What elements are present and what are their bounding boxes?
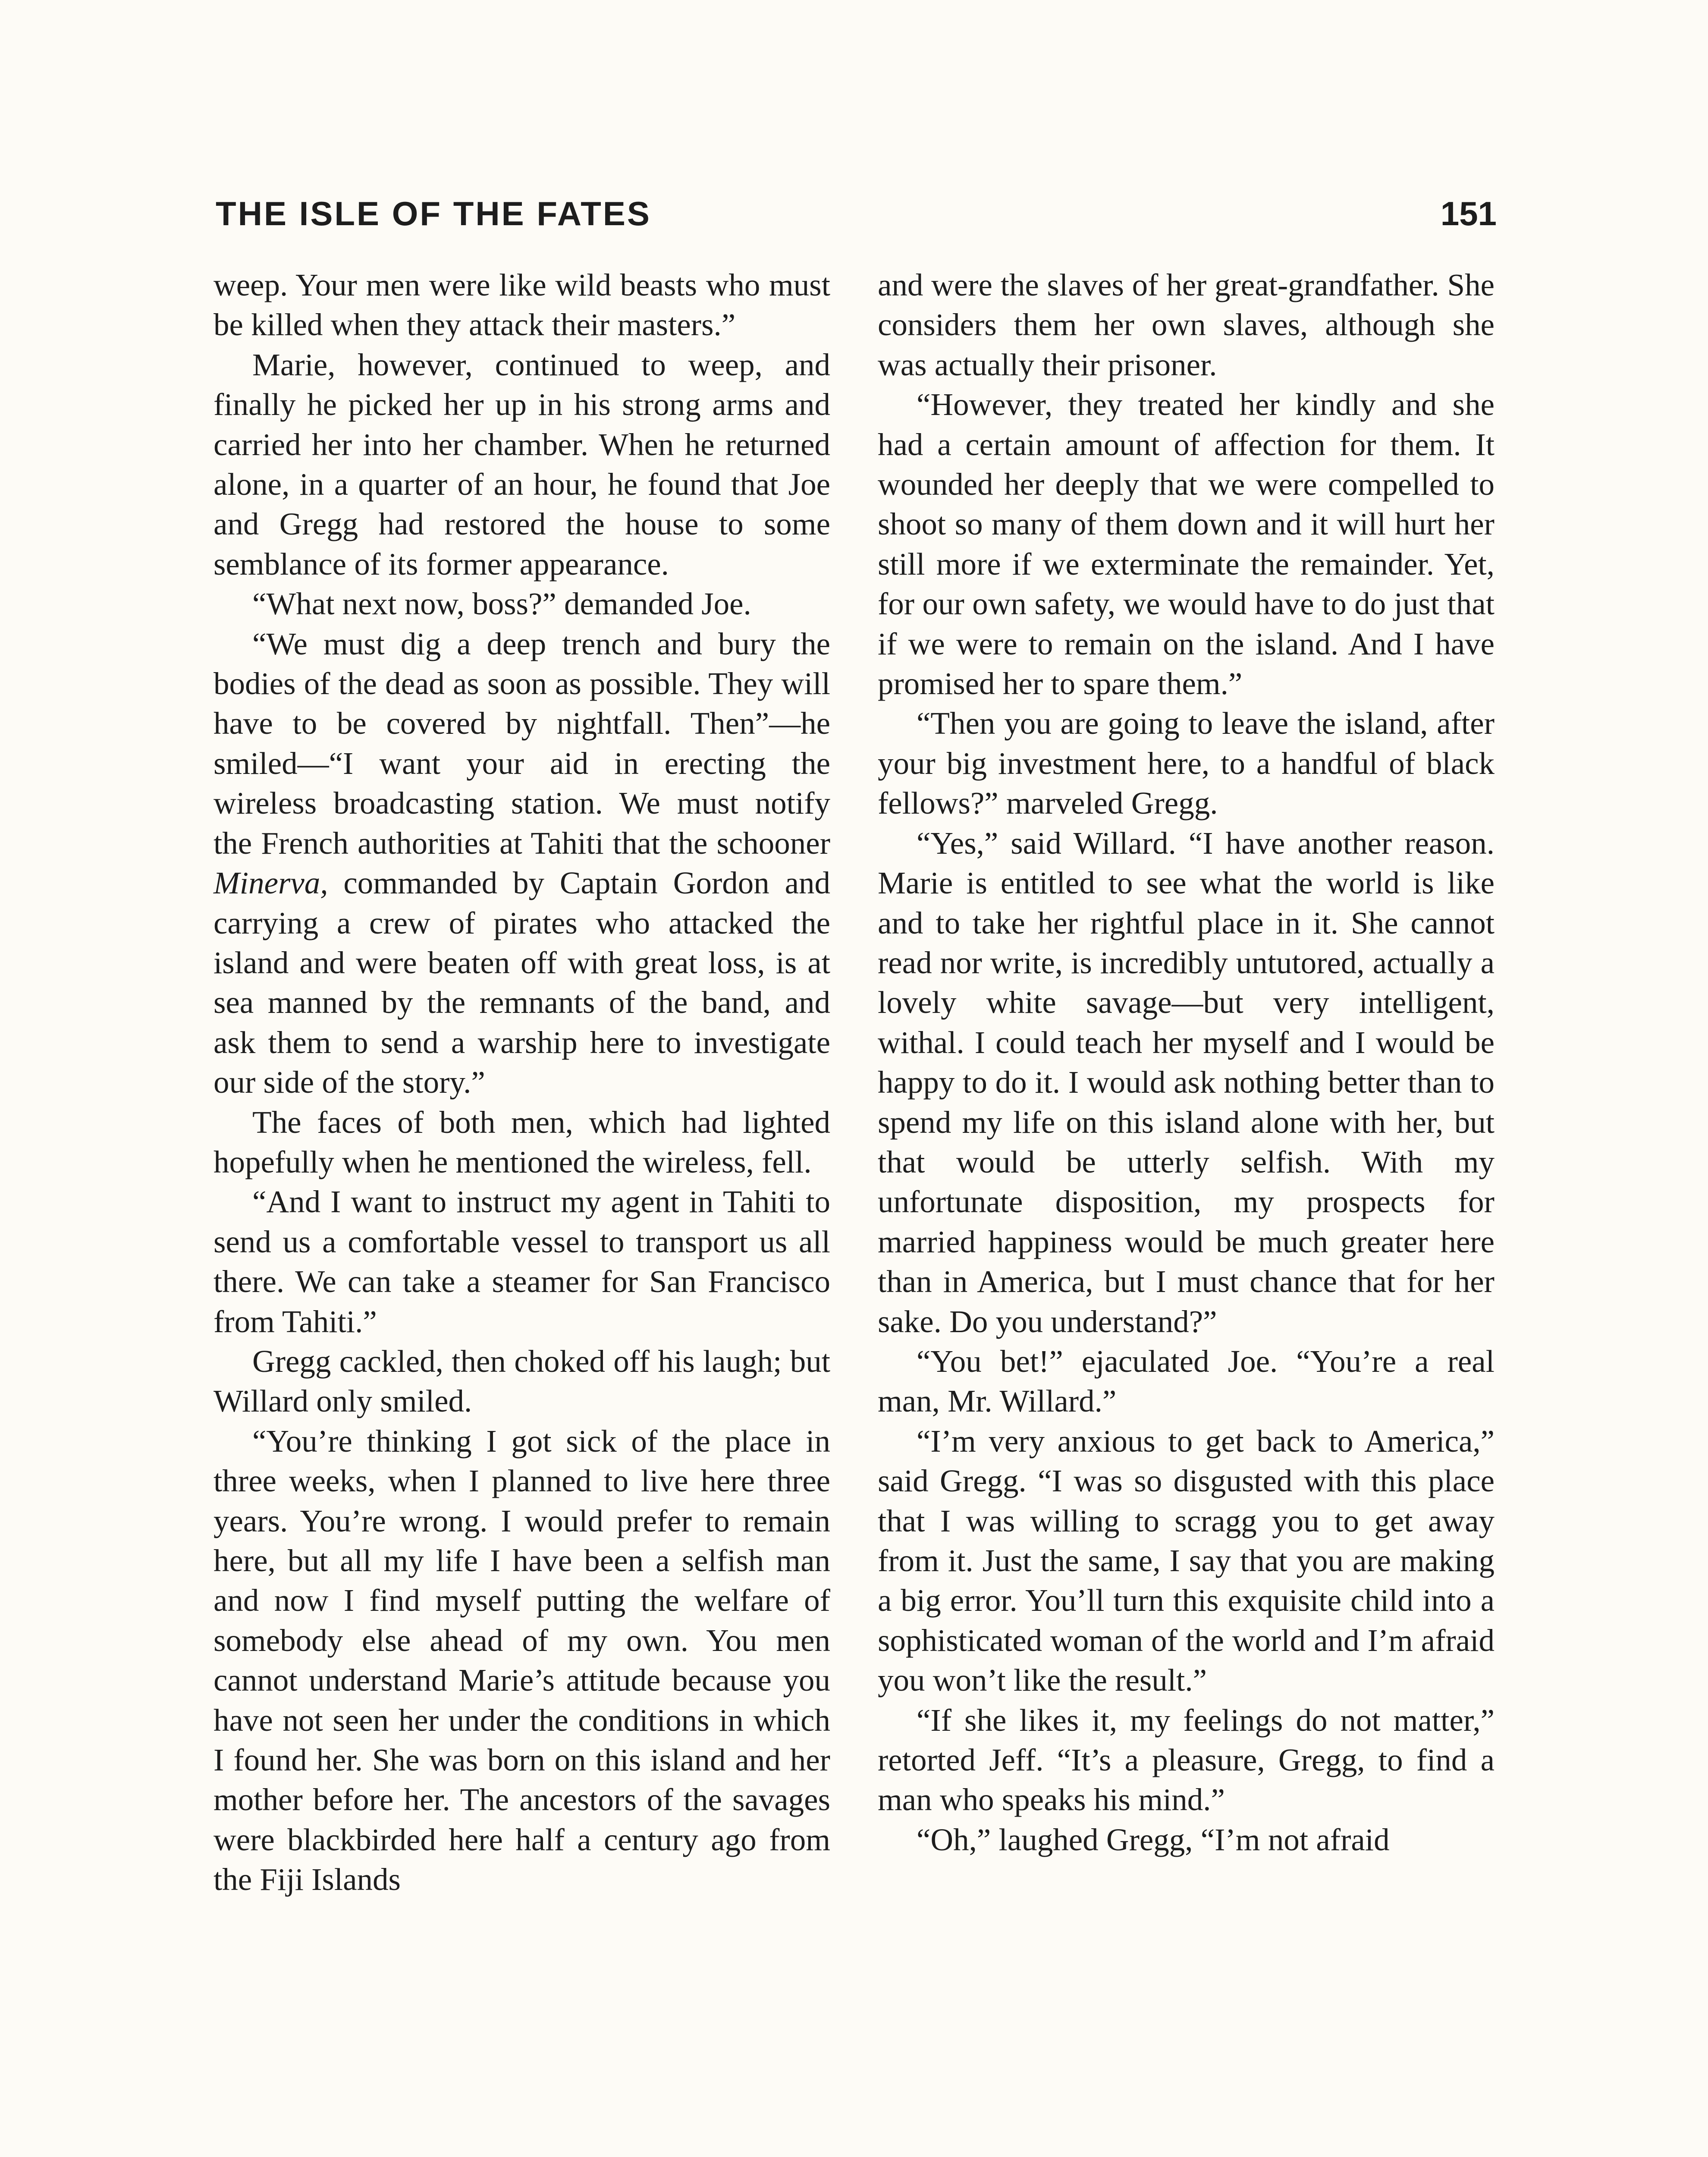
- paragraph: “You bet!” ejaculated Joe. “You’re a real man, Mr. Willard.”: [878, 1343, 1494, 1419]
- paragraph: weep. Your men were like wild beasts who must be killed when they attack their masters.”: [214, 267, 830, 343]
- paragraph: “However, they treated her kindly and she had a certain amount of affection for them. It wounded her deeply that we were compelled to shoot so many of them down and it will hurt her still more if we exterminate the remainder. Yet, for our own safety, we would have to do just that if we were to remain on the island. And I have promised her to spare them.”: [878, 387, 1494, 701]
- paragraph-text: “We must dig a deep trench and bury the bodies of the dead as soon as possible. They will have to be covered by nightfall. Then”—he smiled—“I want your aid in erecting the wireless broadcasting station. We must notify the French authorities at Tahiti that the schooner: [214, 626, 830, 861]
- text-column-left: [214, 265, 830, 1900]
- paragraph: and were the slaves of her great-grandfather. She considers them her own slaves, although she was actually their prisoner.: [878, 267, 1494, 382]
- paragraph: “If she likes it, my feelings do not matter,” retorted Jeff. “It’s a pleasure, Gregg, to find a man who speaks his mind.”: [878, 1702, 1494, 1817]
- paragraph-text: commanded by Captain Gordon and carrying a crew of pirates who attacked the island and were beaten off with great loss, is at sea manned by the remnants of the band, and ask them to send a warship here to investigate our side of the story.”: [214, 865, 830, 1100]
- paragraph: “You’re thinking I got sick of the place in three weeks, when I planned to live here three years. You’re wrong. I would prefer to remain here, but all my life I have been a selfish man and now I find myself putting the welfare of somebody else ahead of my own. You men cannot understand Marie’s attitude because you have not seen her under the conditions in which I found her. She was born on this island and her mother before her. The ancestors of the savages were blackbirded here half a century ago from the Fiji Islands: [214, 1423, 830, 1897]
- paragraph: Gregg cackled, then choked off his laugh; but Willard only smiled.: [214, 1343, 830, 1419]
- page-number: 151: [1440, 195, 1497, 233]
- paragraph: The faces of both men, which had lighted hopefully when he mentioned the wireless, fell.: [214, 1104, 830, 1179]
- paragraph: “I’m very anxious to get back to America,” said Gregg. “I was so disgusted with this place that I was willing to scragg you to get away from it. Just the same, I say that you are making a big error. You’ll turn this exquisite child into a sophisticated woman of the world and I’m afraid you won’t like the result.”: [878, 1423, 1494, 1698]
- paragraph: “Yes,” said Willard. “I have another reason. Marie is entitled to see what the world is like and to take her rightful place in it. She cannot read nor write, is incredibly untutored, actually a lovely white savage—but very intelligent, withal. I could teach her myself and I would be happy to do it. I would ask nothing better than to spend my life on this island alone with her, but that would be utterly selfish. With my unfortunate disposition, my prospects for married happiness would be much greater here than in America, but I must chance that for her sake. Do you understand?”: [878, 825, 1494, 1339]
- paragraph: Marie, however, continued to weep, and finally he picked her up in his strong arms and carried her into her chamber. When he returned alone, in a quarter of an hour, he found that Joe and Gregg had restored the house to some semblance of its former appearance.: [214, 347, 830, 582]
- paragraph: “Oh,” laughed Gregg, “I’m not afraid: [917, 1822, 1390, 1857]
- paragraph: [214, 624, 830, 1103]
- paragraph: “Then you are going to leave the island, after your big investment here, to a handful of black fellows?” marveled Gregg.: [878, 706, 1494, 821]
- paragraph: “What next now, boss?” demanded Joe.: [252, 586, 751, 622]
- text-column-right: [878, 265, 1494, 1860]
- ship-name: Minerva,: [214, 865, 328, 901]
- paragraph: “And I want to instruct my agent in Tahiti to send us a comfortable vessel to transport us all there. We can take a steamer for San Francisco from Tahiti.”: [214, 1184, 830, 1339]
- page-header: [216, 190, 1497, 242]
- running-title: THE ISLE OF THE FATES: [216, 195, 651, 233]
